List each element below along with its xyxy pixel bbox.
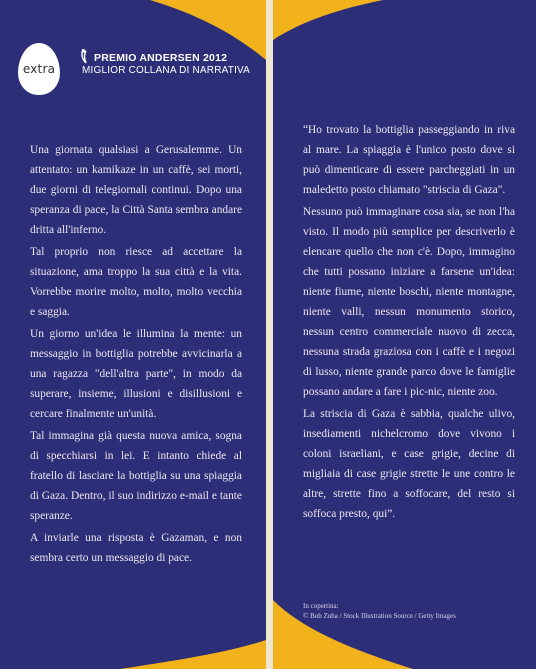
swoosh-bottom	[120, 640, 266, 669]
award-subtitle: MIGLIOR COLLANA DI NARRATIVA	[82, 65, 251, 76]
laurel-icon	[80, 48, 92, 64]
credit-source: © Bob Zuba / Stock Illustration Source / Getty Images	[303, 612, 456, 620]
extra-logo	[18, 43, 60, 95]
credit-label: In copertina:	[303, 602, 339, 610]
paragraph: Tal immagina già questa nuova amica, sogna di specchiarsi in lei. E intanto chiede al fratello di lasciare la bottiglia su una spiaggia di Gaza. Dentro, il suo indirizzo e-mail e tante speranze.	[30, 430, 242, 522]
paragraph: Nessuno può immaginare cosa sia, se non l'ha visto. Il modo più semplice per descriverlo è elencare quello che non c'è. Dopo, immagino che tutti possano iniziare a farsene un'idea: niente fiume, niente boschi, niente montagne, niente valli, nessun monumento storico, nessun centro commerciale nuovo di zecca, nessuna strada graziosa con i caffè e i negozi di lusso, niente grande parco dove le famiglie possano andare a fare i pic-nic, niente zoo.	[303, 206, 515, 398]
swoosh-top	[273, 0, 383, 40]
left-flap	[0, 0, 266, 669]
cover-credit	[303, 601, 523, 621]
paragraph: A inviarle una risposta è Gazaman, e non sembra certo un messaggio di pace.	[30, 532, 242, 564]
paragraph: “Ho trovato la bottiglia passeggiando in riva al mare. La spiaggia è l'unico posto dove si può dimenticare di essere parcheggiati in un maledetto posto chiamato "striscia di Gaza".	[303, 124, 515, 196]
swoosh-top	[150, 0, 266, 60]
logo-label: extra	[22, 62, 56, 76]
excerpt-text	[303, 120, 515, 526]
paragraph: Tal proprio non riesce ad accettare la situazione, ama troppo la sua città e la vita. Vorrebbe morire molto, molto, molto vecchia e saggia.	[30, 246, 242, 318]
paragraph: Un giorno un'idea le illumina la mente: un messaggio in bottiglia potrebbe avvicinarla a una ragazza "dell'altra parte", in modo da superare, insieme, illusioni e disillusioni e cercare finalmente un'unità.	[30, 328, 242, 420]
fold-gutter	[266, 0, 273, 669]
paragraph: Una giornata qualsiasi a Gerusalemme. Un attentato: un kamikaze in un caffè, sei morti, due giorni di telegiornali continui. Dopo una speranza di pace, la Città Santa sembra andare dritta all'inferno.	[30, 144, 242, 236]
paragraph: La striscia di Gaza è sabbia, qualche ulivo, insediamenti nichelcromo dove vivono i coloni israeliani, e case grigie, decine di migliaia di case grigie strette le une contro le altre, strette fino a soffocare, del resto si soffoca presto, qui”.	[303, 408, 515, 520]
award-title: PREMIO ANDERSEN 2012	[94, 52, 228, 64]
synopsis-text	[30, 140, 242, 570]
